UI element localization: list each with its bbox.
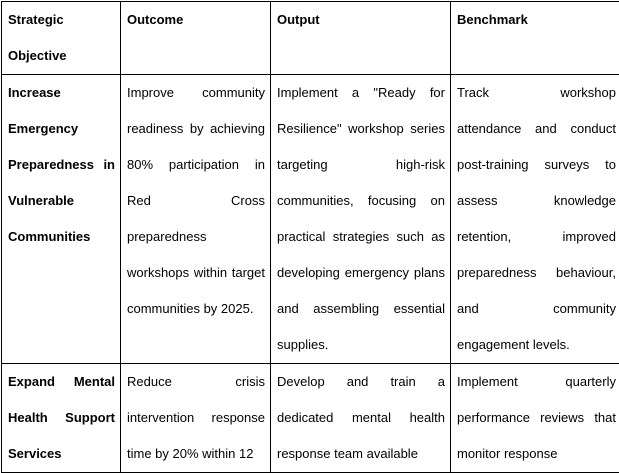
cell-objective: Increase Emergency Preparedness in Vulnerable Communities xyxy=(2,75,121,364)
table-header-row xyxy=(2,2,619,75)
objectives-table xyxy=(1,1,619,473)
header-outcome: Outcome xyxy=(121,2,271,75)
header-benchmark: Benchmark xyxy=(451,2,619,75)
table-row xyxy=(2,364,619,473)
cell-benchmark: Implement quarterly performance reviews that monitor response xyxy=(451,364,619,473)
cell-outcome: Reduce crisis intervention response time by 20% within 12 xyxy=(121,364,271,473)
header-output: Output xyxy=(271,2,451,75)
cell-output: Implement a "Ready for Resilience" workshop series targeting high-risk communities, focusing on practical strategies such as developing emergency plans and assembling essential supplies. xyxy=(271,75,451,364)
cell-objective: Expand Mental Health Support Services xyxy=(2,364,121,473)
cell-benchmark: Track workshop attendance and conduct post-training surveys to assess knowledge retention, improved preparedness behaviour, and community engagement levels. xyxy=(451,75,619,364)
cell-outcome: Improve community readiness by achieving 80% participation in Red Cross preparedness workshops within target communities by 2025. xyxy=(121,75,271,364)
cell-output: Develop and train a dedicated mental health response team available xyxy=(271,364,451,473)
header-strategic-objective: Strategic Objective xyxy=(2,2,121,75)
table-row xyxy=(2,75,619,364)
